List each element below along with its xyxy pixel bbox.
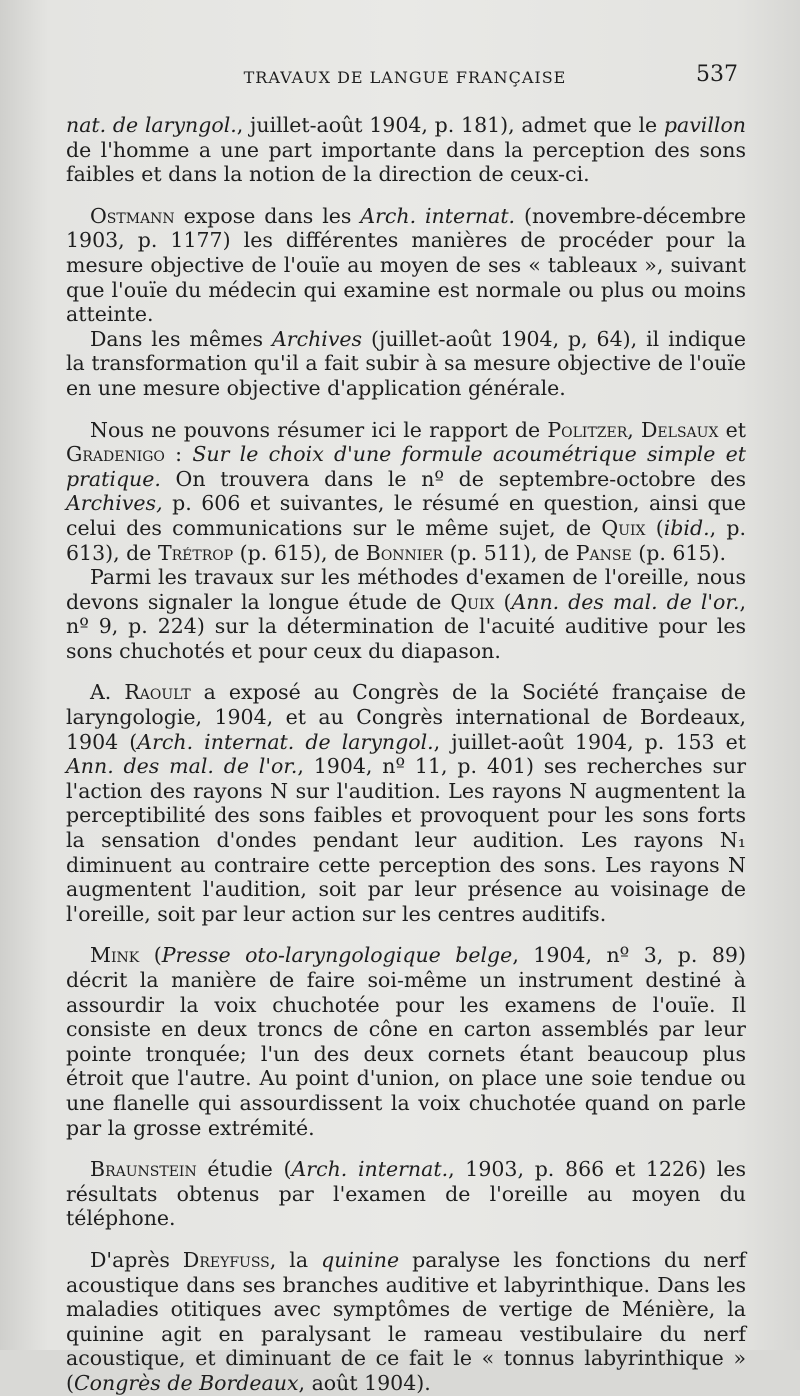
italic-run: Congrès de Bordeaux: [74, 1370, 299, 1395]
text-run: ,: [627, 417, 641, 442]
text-run: , juillet-août 1904, p. 181), admet que le: [236, 113, 664, 137]
text-run: (p. 615).: [631, 540, 726, 565]
italic-run: Arch. internat. de laryngol.: [137, 729, 434, 754]
paragraph-7: [66, 943, 746, 1140]
text-run: a exposé au Congrès de la Société française de laryngologie, 1904, et au Congrès international de Bordeaux, 1904 (: [66, 680, 746, 754]
text-run: étudie (: [196, 1157, 292, 1182]
italic-run: Presse oto-laryngologique belge: [161, 943, 513, 968]
author-name: Quix: [601, 515, 646, 540]
paragraph-1: [66, 113, 746, 187]
italic-run: Sur le choix d'une formule acoumétrique simple et pratique.: [66, 442, 746, 491]
author-name: Panse: [575, 540, 632, 565]
text-run: D'après: [90, 1247, 183, 1272]
text-run: , la: [269, 1247, 322, 1272]
italic-run: Archives,: [66, 491, 163, 516]
italic-run: Ann. des mal. de l'or.: [511, 589, 740, 614]
author-name: Raoult: [124, 680, 191, 705]
text-run: (novembre-décembre 1903, p. 1177) les différentes manières de procéder pour la mesure objective de l'ouïe au moyen de ses « tableaux », suivant que l'ouïe du médecin qui examine est normale ou plus ou moins atteinte.: [66, 203, 746, 327]
author-name: Gradenigo: [66, 442, 165, 467]
page-number: 537: [696, 62, 738, 87]
text-run: p. 606 et suivantes, le résumé en question, ainsi que celui des communications sur le même sujet, de: [66, 491, 746, 540]
text-run: Nous ne pouvons résumer ici le rapport de: [90, 417, 548, 442]
author-name: Braunstein: [90, 1157, 197, 1182]
text-run: paralyse les fonctions du nerf acoustique dans ses branches auditive et labyrinthique. Dans les maladies otitiques avec symptômes de vertige de Ménière, la quinine agit en paralysant le rameau vestibulaire du nerf acoustique, et diminuant de ce fait le « tonnus labyrinthique » (: [66, 1247, 747, 1395]
text-run: , juillet-août 1904, p. 153 et: [433, 729, 747, 754]
text-run: (: [645, 515, 664, 540]
text-run: (juillet-août 1904, p, 64), il indique la transformation qu'il a fait subir à sa mesure objective de l'ouïe en une mesure objective d'application générale.: [66, 326, 746, 400]
body-text: [66, 113, 746, 1396]
text-run: et: [718, 417, 746, 442]
text-run: (p. 511), de: [443, 540, 576, 565]
italic-run: pavillon: [663, 113, 746, 137]
text-run: On trouvera dans le nº de septembre-octobre des: [160, 466, 746, 491]
author-name: Dreyfuss: [182, 1247, 270, 1272]
paragraph-8: [66, 1157, 746, 1231]
italic-run: Archives: [271, 326, 363, 351]
paragraph-5: [66, 565, 746, 663]
text-run: , p. 613), de: [66, 515, 746, 565]
page-header: [70, 62, 740, 94]
paragraph-3: [66, 327, 746, 401]
text-run: Parmi les travaux sur les méthodes d'examen de l'oreille, nous devons signaler la longue étude de: [66, 565, 746, 614]
italic-run: quinine: [321, 1247, 400, 1272]
italic-run: Ann. des mal. de l'or.: [66, 754, 298, 779]
author-name: Bonnier: [365, 540, 444, 565]
italic-run: nat. de laryngol.: [66, 113, 237, 137]
text-run: , nº 9, p. 224) sur la détermination de l'acuité auditive pour les sons chuchotés et pour ceux du diapason.: [66, 589, 746, 663]
author-name: Politzer: [547, 417, 628, 442]
text-run: , 1904, nº 11, p. 401) ses recherches sur l'action des rayons N sur l'audition. Les rayons N augmentent la perceptibilité des sons faibles et provoquent pour les sons forts la sensation d'ondes pendant leur audition. Les rayons N₁ diminuent au contraire cette perception des sons. Les rayons N augmentent l'audition, soit par leur présence au voisinage de l'oreille, soit par leur action sur les centres auditifs.: [66, 754, 747, 926]
paragraph-2: [66, 204, 746, 327]
text-run: expose dans les: [174, 203, 361, 228]
paragraph-6: [66, 680, 746, 926]
text-run: A.: [90, 680, 125, 705]
author-name: Ostmann: [90, 203, 175, 228]
paragraph-9: [66, 1248, 746, 1396]
text-run: de l'homme a une part importante dans la perception des sons faibles et dans la notion de la direction de ceux-ci.: [66, 137, 746, 187]
text-run: , 1904, nº 3, p. 89) décrit la manière de faire soi-même un instrument destiné à assourdir la voix chuchotée pour les examens de l'ouïe. Il consiste en deux troncs de cône en carton assemblés par leur pointe tronquée; l'un des deux cornets étant beaucoup plus étroit que l'autre. Au point d'union, on place une soie tendue ou une flanelle qui assourdissent la voix chuchotée quand on parle par la grosse extrémité.: [66, 943, 746, 1140]
text-run: (: [139, 943, 162, 968]
text-run: , 1903, p. 866 et 1226) les résultats obtenus par l'examen de l'oreille au moyen du téléphone.: [66, 1157, 746, 1231]
text-run: :: [164, 442, 193, 467]
italic-run: Arch. internat.: [360, 203, 516, 228]
author-name: Delsaux: [641, 417, 719, 442]
text-run: (: [494, 589, 512, 614]
author-name: Quix: [450, 589, 495, 614]
italic-run: Arch. internat.: [291, 1157, 449, 1182]
running-head: TRAVAUX DE LANGUE FRANÇAISE: [243, 68, 567, 87]
italic-run: ibid.: [663, 515, 710, 540]
text-run: , août 1904).: [298, 1370, 431, 1395]
text-run: Dans les mêmes: [90, 326, 272, 351]
paragraph-4: [66, 418, 746, 566]
author-name: Trétrop: [157, 540, 234, 565]
author-name: Mink: [90, 943, 140, 968]
text-run: (p. 615), de: [233, 540, 366, 565]
